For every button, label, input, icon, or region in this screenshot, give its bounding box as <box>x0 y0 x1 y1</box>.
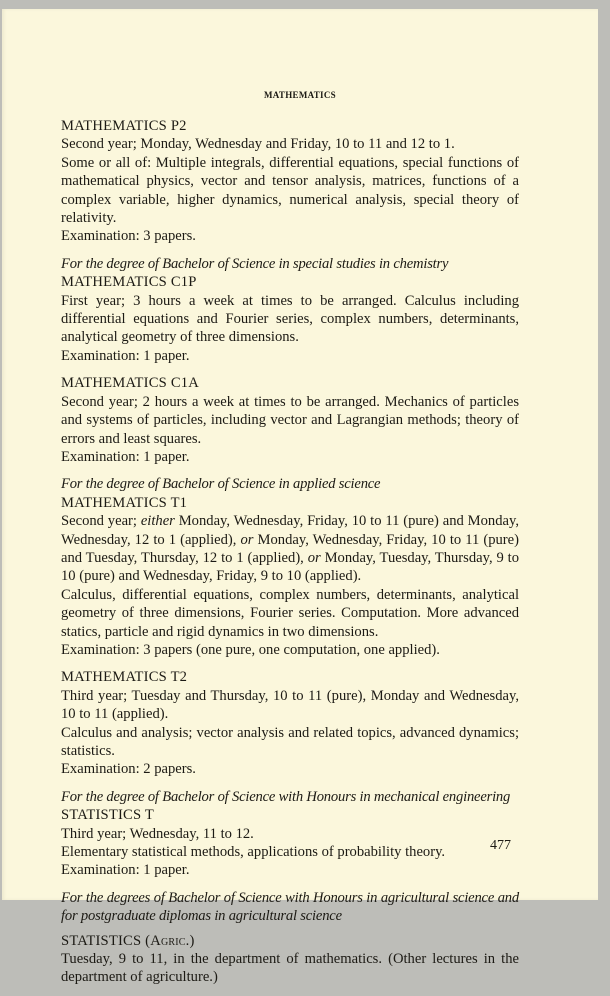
schedule-or: or <box>240 531 254 548</box>
page-content <box>61 117 519 996</box>
course-entry-t1 <box>61 475 519 659</box>
course-entry-c1a <box>61 374 519 466</box>
course-examination: Examination: 1 paper. <box>61 448 190 465</box>
course-code: MATHEMATICS C1P <box>61 274 197 291</box>
course-description: Calculus and analysis; vector analysis and related topics, advanced dynamics; statistics. <box>61 724 519 759</box>
schedule-option-1: Monday, Wednesday, Friday, 10 to 11 (pure) and Monday, Wednesday, 12 to 1 (applied), <box>61 513 519 548</box>
running-head: MATHEMATICS <box>264 90 336 100</box>
course-code: MATHEMATICS P2 <box>61 118 187 134</box>
course-schedule <box>61 512 519 586</box>
course-code: MATHEMATICS T2 <box>61 669 188 686</box>
course-description: First year; 3 hours a week at times to be arranged. Calculus including differential equations and Fourier series, complex numbers, determinants, analytical geometry of three dimensions. <box>61 292 519 346</box>
course-examination: Examination: 3 papers (one pure, one computation, one applied). <box>61 641 440 658</box>
course-entry-c1p <box>61 255 519 365</box>
schedule-option-2: Monday, Wednesday, Friday, 10 to 11 (pure) and Tuesday, Thursday, 12 to 1 (applied), <box>61 531 519 566</box>
page-number: 477 <box>490 838 511 853</box>
section-intro: For the degree of Bachelor of Science in applied science <box>61 476 381 493</box>
course-examination: Examination: 3 papers. <box>61 228 196 245</box>
course-description: Some or all of: Multiple integrals, differential equations, special functions of mathematical physics, vector and tensor analysis, matrices, functions of a complex variable, higher dynamics, numerical analysis, special theory of relativity. <box>61 154 519 227</box>
course-examination: Examination: 2 papers. <box>61 761 196 778</box>
schedule-or: or <box>307 549 321 566</box>
course-description: Tuesday, 9 to 11, in the department of mathematics. (Other lectures in the department of agriculture.) <box>61 951 519 986</box>
course-schedule: Second year; Monday, Wednesday and Friday, 10 to 11 and 12 to 1. <box>61 136 455 153</box>
course-description: Second year; 2 hours a week at times to be arranged. Mechanics of particles and systems of particles, including vector and Lagrangian methods; theory of errors and least squares. <box>61 393 519 447</box>
course-entry-statistics-agric <box>61 889 519 987</box>
course-entry-t2 <box>61 668 519 778</box>
course-entry-p2 <box>61 117 519 246</box>
schedule-either: either <box>140 513 175 530</box>
course-code: STATISTICS T <box>61 807 154 824</box>
course-description: Elementary statistical methods, applications of probability theory. <box>61 844 446 861</box>
course-entry-statistics-t <box>61 788 519 880</box>
section-intro: For the degree of Bachelor of Science in special studies in chemistry <box>61 255 449 272</box>
schedule-option-3: Monday, Tuesday, Thursday, 9 to 10 (pure) and Wednesday, Friday, 9 to 10 (applied). <box>61 549 520 585</box>
course-description: Calculus, differential equations, complex numbers, determinants, analytical geometry of three dimensions, Fourier series. Computation. More advanced statics, particle and rigid dynamics in two dimensions. <box>61 586 519 640</box>
course-code: STATISTICS (Agric.) <box>61 932 195 949</box>
course-schedule: Third year; Wednesday, 11 to 12. <box>61 825 254 842</box>
course-code: MATHEMATICS T1 <box>61 494 188 511</box>
course-examination: Examination: 1 paper. <box>61 347 190 364</box>
course-examination: Examination: 1 paper. <box>61 862 190 879</box>
section-intro: For the degree of Bachelor of Science with Honours in mechanical engineering <box>61 788 511 805</box>
course-code: MATHEMATICS C1A <box>61 375 200 392</box>
document-page <box>2 9 598 986</box>
schedule-prefix: Second year; <box>61 513 141 530</box>
course-schedule: Third year; Tuesday and Thursday, 10 to 11 (pure), Monday and Wednesday, 10 to 11 (applied). <box>61 687 519 723</box>
section-intro: For the degrees of Bachelor of Science with Honours in agricultural science and for postgraduate diplomas in agricultural science <box>61 889 519 925</box>
